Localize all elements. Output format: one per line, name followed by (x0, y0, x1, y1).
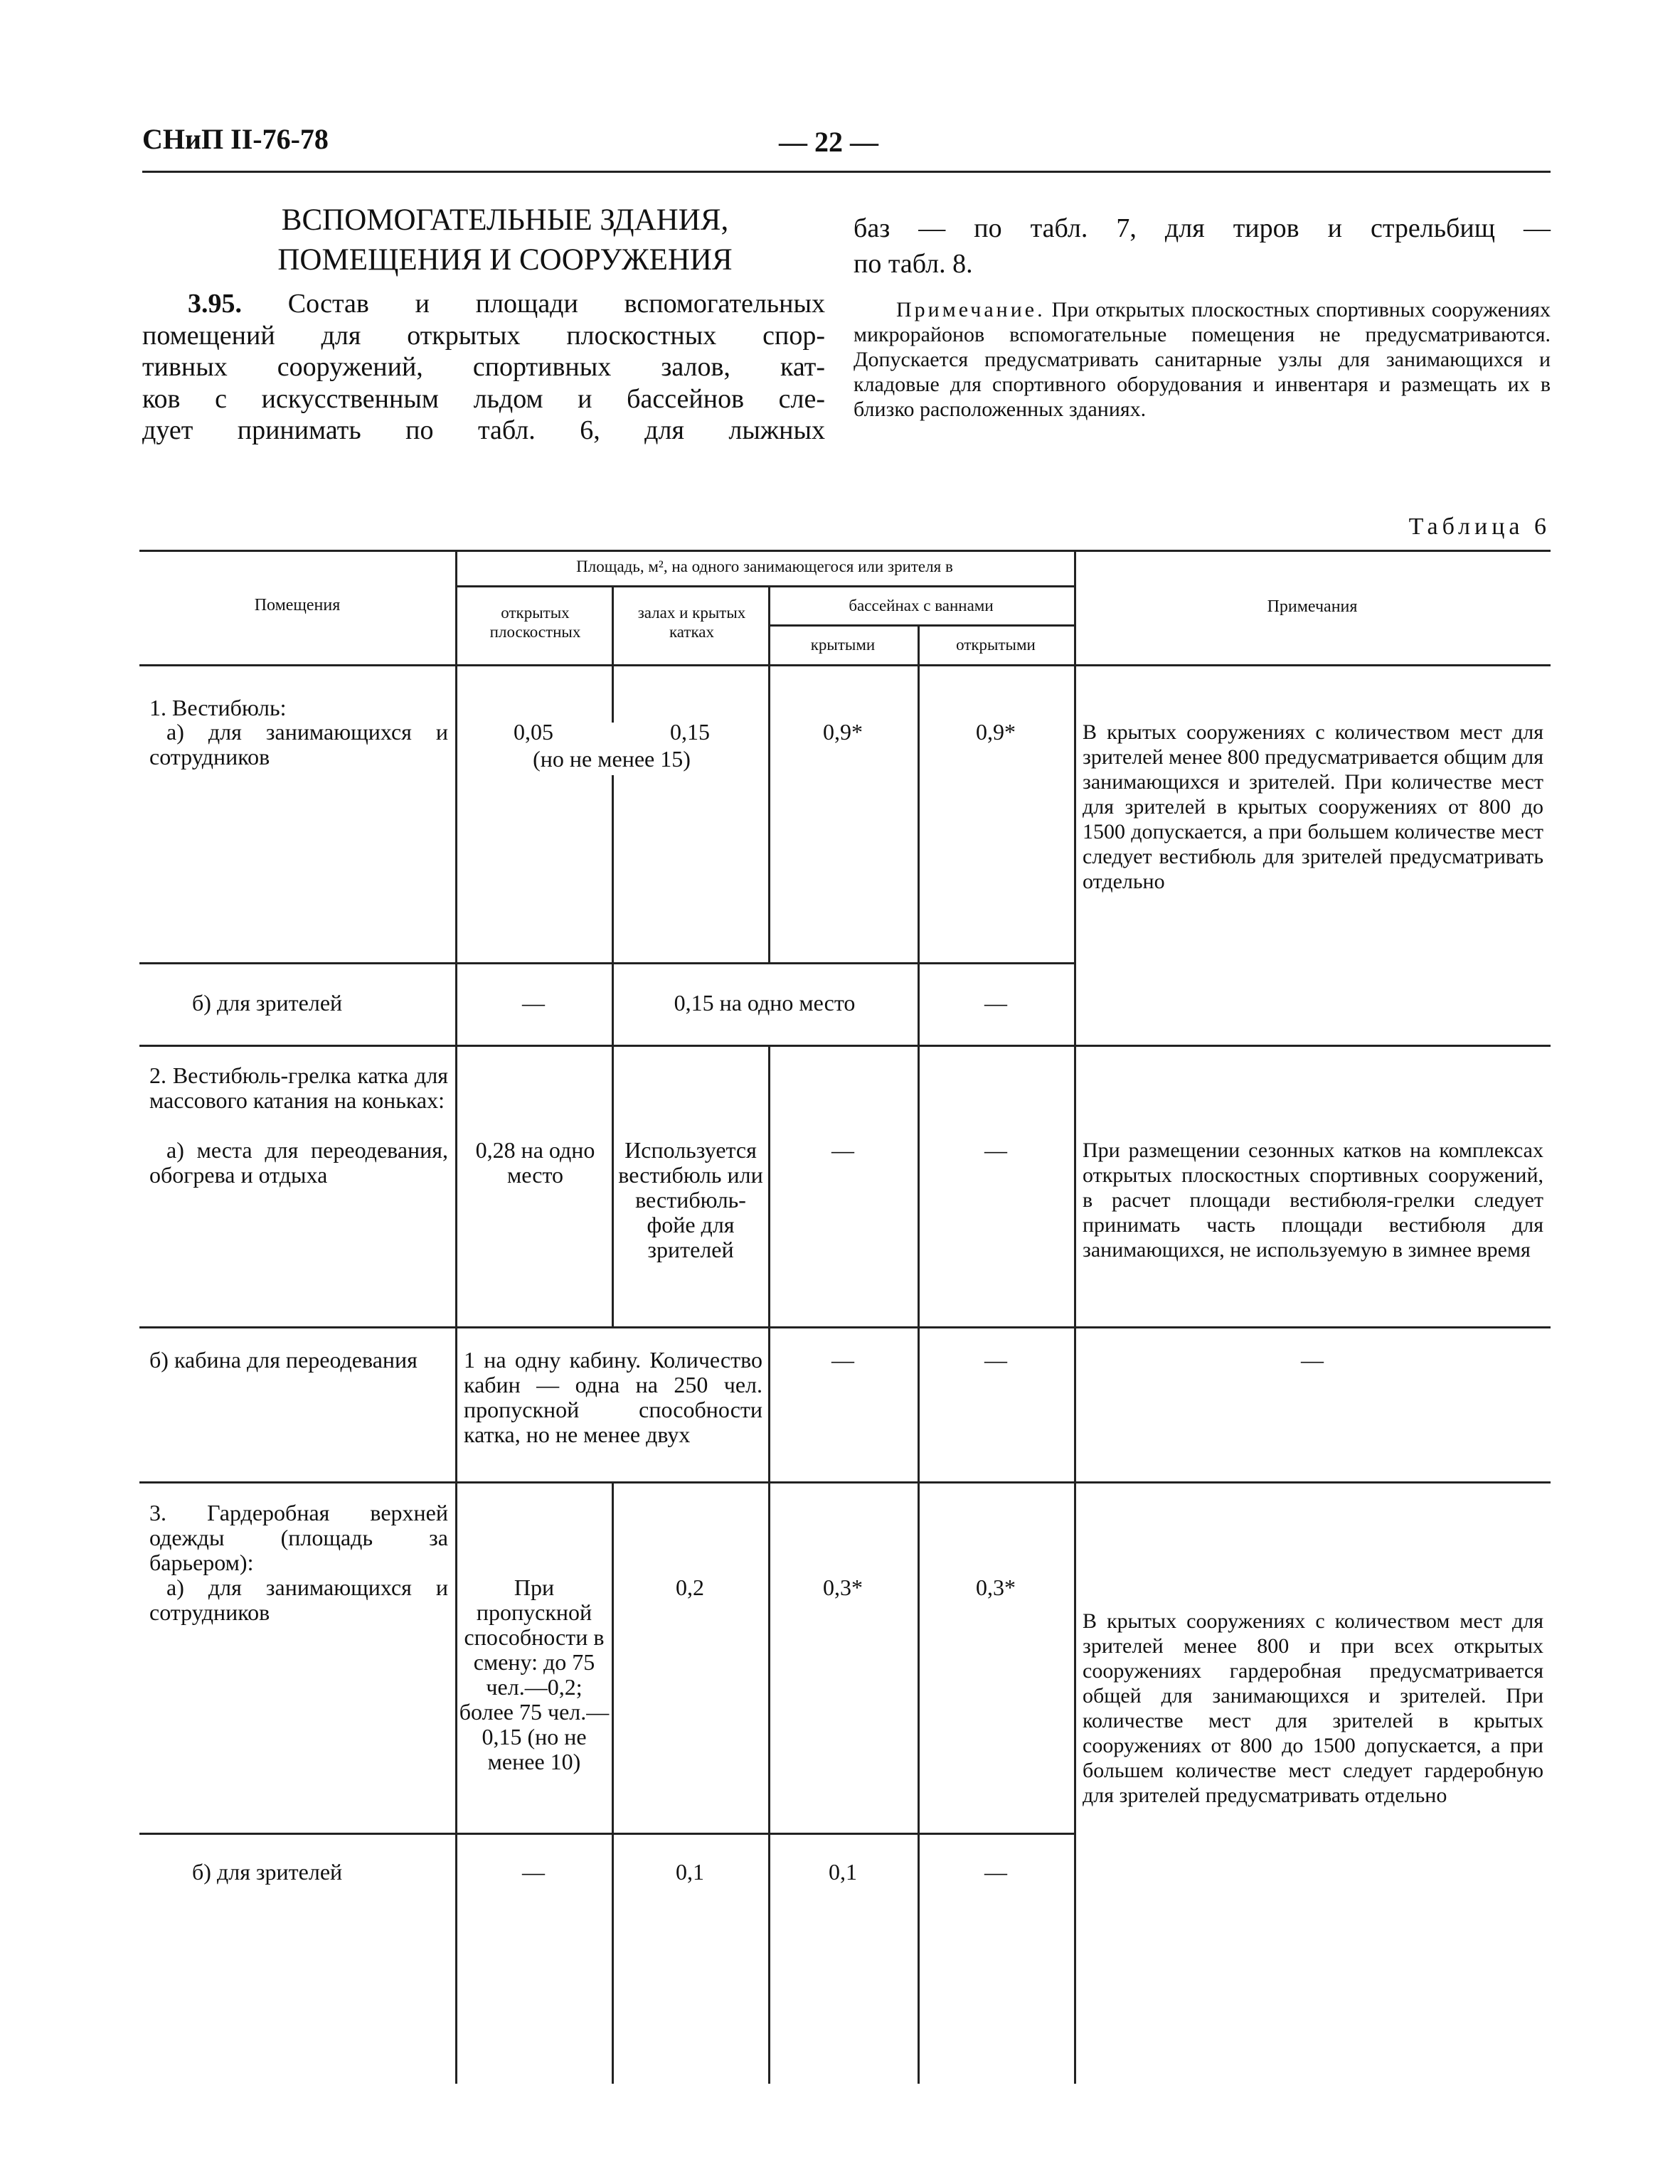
row-2a-open-flat: 0,28 на одно место (475, 1137, 595, 1188)
column-rule (768, 666, 770, 962)
column-rule (918, 666, 920, 1045)
row-1a-covered: 0,9* (823, 719, 863, 745)
column-rule (612, 587, 614, 665)
section-note (854, 297, 1551, 422)
paragraph-number: 3.95. (188, 289, 242, 319)
paragraph-line (142, 288, 825, 320)
row-2b-open: — (984, 1347, 1007, 1373)
row-3b-open-flat: — (522, 1859, 545, 1885)
column-rule (612, 775, 614, 964)
header-rule (142, 171, 1551, 173)
row-2-note: При размещении сезонных катков на комплексах открытых плоскостных спортивных сооружений, в расчет площади вестибюля-грелки следует принимать часть площади вестибюля для занимающихся, не используемую в зимнее время (1083, 1139, 1543, 1262)
paragraph-continuation (854, 211, 1551, 282)
section-heading (185, 201, 825, 280)
row-1b-open: — (984, 990, 1007, 1016)
header-halls: залах и крытых катках (637, 604, 746, 641)
paragraph-line: по табл. 8. (854, 249, 973, 279)
header-rule (768, 624, 1074, 627)
header-rule (455, 585, 1074, 587)
paragraph-line: дует принимать по табл. 6, для лыжных (142, 415, 825, 445)
document-code: СНиП II-76-78 (142, 123, 329, 155)
row-rule (139, 1326, 1551, 1328)
row-2b-note: — (1301, 1347, 1324, 1373)
row-1a-open-flat: 0,05 (514, 719, 553, 745)
row-2-name: 2. Вестибюль-грелка катка для массового катания на коньках: (149, 1062, 448, 1113)
row-2b-covered: — (831, 1347, 854, 1373)
row-1a-halls: 0,15 (670, 719, 710, 745)
row-1a-span-note: (но не менее 15) (533, 746, 691, 772)
row-3b-open: — (984, 1859, 1007, 1885)
row-2a-name: а) места для переодевания, обогрева и отдыха (149, 1137, 448, 1188)
row-2a-halls: Используется вестибюль или вестибюль-фойе для зрителей (618, 1137, 763, 1262)
row-1a-name: а) для занимающихся и сотрудников (149, 719, 448, 769)
row-1-name: 1. Вестибюль: (149, 695, 287, 720)
table-caption: Таблица 6 (1408, 513, 1551, 540)
header-rooms: Помещения (254, 596, 341, 614)
paragraph-3-95 (142, 288, 825, 447)
row-1a-open: 0,9* (976, 719, 1016, 745)
paragraph-line-text: Состав и площади вспомогательных (287, 289, 825, 319)
section-heading-line1: ВСПОМОГАТЕЛЬНЫЕ ЗДАНИЯ, (281, 203, 729, 237)
row-3-name: 3. Гардеробная верхней одежды (площадь за барьером): (149, 1500, 448, 1575)
column-rule (612, 964, 614, 1045)
column-rule (768, 1046, 770, 1481)
header-bottom-rule (139, 664, 1551, 666)
column-rule (612, 666, 614, 723)
row-rule (139, 1481, 1551, 1483)
row-1b-span: 0,15 на одно место (674, 990, 856, 1016)
column-rule (768, 587, 770, 665)
header-notes: Примечания (1267, 597, 1358, 616)
column-rule (768, 1483, 770, 2084)
page-number: — 22 — (779, 126, 878, 158)
row-rule (139, 1045, 1551, 1047)
row-3a-open: 0,3* (976, 1575, 1016, 1600)
row-3a-name: а) для занимающихся и сотрудников (149, 1575, 448, 1625)
row-1-note: В крытых сооружениях с количеством мест для зрителей менее 800 предусматривается общим для занимающихся и зрителей. При количестве мест для зрителей в крытых сооружениях от 800 до 1500 допускается, а при большем количестве мест следует вестибюль для зрителей предусматривать отдельно (1083, 720, 1543, 893)
row-1b-open-flat: — (522, 990, 545, 1016)
header-open: открытыми (956, 636, 1036, 654)
column-rule (455, 551, 457, 2084)
row-3b-halls: 0,1 (676, 1859, 704, 1885)
header-area: Площадь, м², на одного занимающегося или зрителя в (576, 558, 953, 575)
row-2a-open: — (984, 1137, 1007, 1163)
row-3a-open-flat: При пропускной способности в смену: до 75 чел.—0,2; более 75 чел.—0,15 (но не менее 10) (459, 1575, 610, 1774)
column-rule (918, 626, 920, 665)
paragraph-line: ков с искусственным льдом и бассейнов сле- (142, 383, 825, 414)
row-3b-name: б) для зрителей (192, 1859, 343, 1885)
row-3a-covered: 0,3* (823, 1575, 863, 1600)
header-open-flat: открытых плоскостных (489, 604, 581, 641)
paragraph-line: помещений для открытых плоскостных спор- (142, 320, 825, 351)
header-pools: бассейнах с ваннами (849, 597, 994, 614)
column-rule (918, 1046, 920, 1481)
row-3a-halls: 0,2 (676, 1575, 704, 1600)
note-text: При открытых плоскостных спортивных сооружениях микрорайонов вспомогательные помещения не предусматриваются. Допускается предусматривать санитарные узлы для занимающихся и кладовые для спортивного оборудования и инвентаря и размещать их в близко расположенных зданиях. (854, 298, 1551, 421)
section-heading-line2: ПОМЕЩЕНИЯ И СООРУЖЕНИЯ (277, 243, 733, 277)
row-rule (139, 1833, 1074, 1835)
row-2b-name: б) кабина для переодевания (149, 1347, 418, 1373)
row-rule (139, 962, 1074, 964)
note-label: Примечание. (896, 298, 1046, 321)
row-3-note: В крытых сооружениях с количеством мест для зрителей менее 800 и при всех открытых сооружениях гардеробная предусматривается общей для занимающихся и зрителей. При количестве мест для зрителей в крытых сооружениях от 800 до 1500 допускается, а при большем количестве мест следует гардеробную для зрителей предусматривать отдельно (1083, 1609, 1543, 1807)
paragraph-line: тивных сооружений, спортивных залов, кат- (142, 352, 825, 382)
column-rule (1074, 551, 1076, 2084)
column-rule (612, 1483, 614, 2084)
row-1b-name: б) для зрителей (192, 990, 343, 1016)
table-top-rule (139, 550, 1551, 552)
column-rule (918, 1483, 920, 2084)
row-2a-covered: — (831, 1137, 854, 1163)
column-rule (612, 1046, 614, 1326)
paragraph-line: баз — по табл. 7, для тиров и стрельбищ — (854, 213, 1551, 243)
row-3b-covered: 0,1 (829, 1859, 857, 1885)
header-covered: крытыми (810, 636, 876, 654)
row-2b-span: 1 на одну кабину. Количество кабин — одна на 250 чел. пропускной способности катка, но не менее двух (464, 1347, 762, 1447)
